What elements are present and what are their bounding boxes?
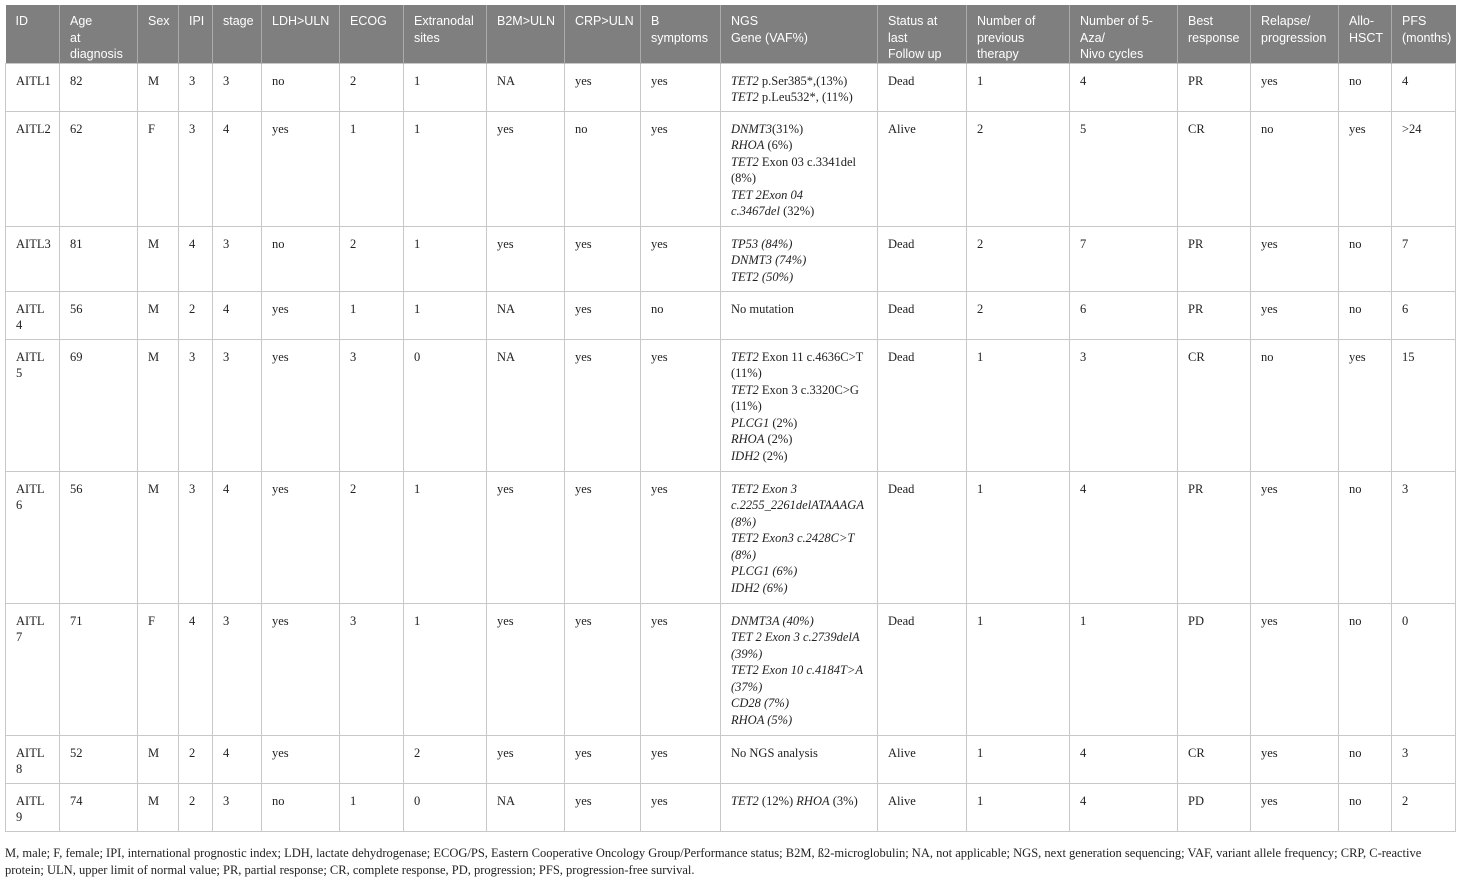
ngs-entry xyxy=(731,382,873,399)
ngs-entry xyxy=(731,679,873,696)
table-row xyxy=(6,471,1456,603)
cell-best-response: CR xyxy=(1178,339,1251,471)
col-extranodal-header: Extranodal sites xyxy=(404,5,487,63)
ngs-detail: (32%) xyxy=(779,204,815,218)
ngs-entry xyxy=(731,695,873,712)
ngs-gene: IDH2 (6%) xyxy=(731,580,788,595)
ngs-gene: CD28 (7%) xyxy=(731,696,789,710)
table-row xyxy=(6,226,1456,291)
ngs-gene: TET2 Exon3 c.2428C>T xyxy=(731,531,855,545)
col-relapse-header: Relapse/ progression xyxy=(1251,5,1339,63)
cell-age: 71 xyxy=(60,603,138,735)
cell-pfs: 2 xyxy=(1392,783,1456,831)
cell-best-response: PD xyxy=(1178,603,1251,735)
cell-b2m: NA xyxy=(487,63,565,111)
cell-cycles: 3 xyxy=(1070,339,1178,471)
ngs-detail: Exon 11 c.4636C>T xyxy=(758,349,864,364)
col-b2m-header: B2M>ULN xyxy=(487,5,565,63)
ngs-gene: TET2 xyxy=(731,154,759,169)
cell-crp: yes xyxy=(565,291,641,339)
cell-prev-therapy: 1 xyxy=(967,603,1070,735)
cell-b-symptoms: no xyxy=(641,291,721,339)
cell-ecog: 1 xyxy=(340,783,404,831)
cell-ecog: 2 xyxy=(340,471,404,603)
col-age-header: Age at diagnosis xyxy=(60,5,138,63)
ngs-entry xyxy=(731,497,873,514)
ngs-entry xyxy=(731,170,873,187)
cell-age: 82 xyxy=(60,63,138,111)
cell-id: AITL3 xyxy=(6,226,60,291)
ngs-entry xyxy=(731,662,873,679)
cell-cycles: 6 xyxy=(1070,291,1178,339)
cell-extranodal: 1 xyxy=(404,226,487,291)
cell-ecog xyxy=(340,735,404,783)
cell-stage: 4 xyxy=(213,735,262,783)
cell-b2m: yes xyxy=(487,471,565,603)
ngs-detail: (2%) xyxy=(759,448,788,463)
ngs-gene: DNMT3A (40%) xyxy=(731,613,814,628)
cell-ldh: yes xyxy=(262,291,340,339)
ngs-gene: c.2255_2261delATAAAGA xyxy=(731,498,864,512)
cell-b-symptoms: yes xyxy=(641,226,721,291)
cell-best-response: CR xyxy=(1178,735,1251,783)
cell-cycles: 1 xyxy=(1070,603,1178,735)
cell-status: Dead xyxy=(878,63,967,111)
col-id-header: ID xyxy=(6,5,60,63)
table-row xyxy=(6,603,1456,735)
ngs-gene: c.3467del xyxy=(731,204,780,218)
ngs-detail: (11%) xyxy=(731,399,762,413)
ngs-entry xyxy=(731,580,873,597)
cell-ldh: no xyxy=(262,783,340,831)
ngs-detail: No mutation xyxy=(731,301,794,316)
ngs-entry xyxy=(731,712,873,729)
cell-status: Alive xyxy=(878,783,967,831)
ngs-entry xyxy=(731,398,873,415)
cell-ipi: 3 xyxy=(179,471,213,603)
ngs-detail: (31%) xyxy=(771,121,804,136)
table-row xyxy=(6,339,1456,471)
ngs-entry xyxy=(731,431,873,448)
cell-b2m: NA xyxy=(487,291,565,339)
ngs-entry xyxy=(731,563,873,580)
cell-cycles: 4 xyxy=(1070,735,1178,783)
cell-pfs: 7 xyxy=(1392,226,1456,291)
cell-relapse: yes xyxy=(1251,226,1339,291)
ngs-detail: (8%) xyxy=(731,171,756,185)
cell-b2m: yes xyxy=(487,226,565,291)
ngs-entry xyxy=(731,646,873,663)
cell-allo-hsct: yes xyxy=(1339,339,1392,471)
cell-relapse: yes xyxy=(1251,603,1339,735)
cell-b-symptoms: yes xyxy=(641,735,721,783)
cell-allo-hsct: no xyxy=(1339,783,1392,831)
ngs-entry xyxy=(731,269,873,286)
cell-crp: yes xyxy=(565,471,641,603)
ngs-gene: RHOA xyxy=(731,138,765,152)
ngs-entry xyxy=(731,154,873,171)
cell-id: AITL 9 xyxy=(6,783,60,831)
cell-ngs xyxy=(721,471,878,603)
ngs-entry xyxy=(731,121,873,138)
col-b-symptoms-header: B symptoms xyxy=(641,5,721,63)
ngs-entry xyxy=(731,252,873,269)
cell-status: Dead xyxy=(878,603,967,735)
table-row xyxy=(6,783,1456,831)
cell-sex: M xyxy=(138,783,179,831)
cell-id: AITL2 xyxy=(6,111,60,226)
cell-stage: 4 xyxy=(213,471,262,603)
cell-extranodal: 0 xyxy=(404,783,487,831)
cell-sex: M xyxy=(138,471,179,603)
ngs-detail: (11%) xyxy=(731,366,762,380)
cell-extranodal: 1 xyxy=(404,63,487,111)
ngs-detail: (2%) xyxy=(764,432,793,446)
cell-pfs: 6 xyxy=(1392,291,1456,339)
cell-age: 69 xyxy=(60,339,138,471)
cell-prev-therapy: 1 xyxy=(967,735,1070,783)
cell-crp: yes xyxy=(565,603,641,735)
cell-ngs xyxy=(721,339,878,471)
cell-b2m: yes xyxy=(487,603,565,735)
cell-b2m: yes xyxy=(487,111,565,226)
cell-cycles: 5 xyxy=(1070,111,1178,226)
ngs-entry xyxy=(731,794,796,808)
cell-best-response: PR xyxy=(1178,226,1251,291)
cell-crp: yes xyxy=(565,783,641,831)
cell-stage: 3 xyxy=(213,339,262,471)
table-footnote: M, male; F, female; IPI, international prognostic index; LDH, lactate dehydrogenase; ECOG/PS, Eastern Cooperative Oncology Group/Performance status; B2M, ß2-microglobulin; NA, not applicable; NGS, next generation sequencing; VAF, variant allele frequency; CRP, C-reactive protein; ULN, upper limit of normal value; PR, partial response; CR, complete response, PD, progression; PFS, progression-free survival. xyxy=(5,846,1422,877)
cell-cycles: 7 xyxy=(1070,226,1178,291)
ngs-gene: RHOA xyxy=(796,793,830,808)
ngs-gene: TET2 xyxy=(731,382,759,397)
cell-id: AITL 4 xyxy=(6,291,60,339)
ngs-gene: DNMT3 (74%) xyxy=(731,253,807,267)
cell-pfs: 3 xyxy=(1392,471,1456,603)
ngs-entry xyxy=(731,415,873,432)
cell-ipi: 3 xyxy=(179,339,213,471)
ngs-detail: (12%) xyxy=(758,793,797,808)
cell-ecog: 3 xyxy=(340,603,404,735)
cell-prev-therapy: 2 xyxy=(967,291,1070,339)
ngs-entry xyxy=(796,794,857,808)
cell-ldh: yes xyxy=(262,111,340,226)
table-row xyxy=(6,63,1456,111)
col-ngs-header: NGS Gene (VAF%) xyxy=(721,5,878,63)
cell-age: 74 xyxy=(60,783,138,831)
cell-status: Alive xyxy=(878,111,967,226)
cell-prev-therapy: 1 xyxy=(967,339,1070,471)
cell-ngs xyxy=(721,735,878,783)
cell-status: Dead xyxy=(878,339,967,471)
ngs-gene: TET2 xyxy=(731,349,759,364)
col-stage-header: stage xyxy=(213,5,262,63)
cell-age: 81 xyxy=(60,226,138,291)
cell-ldh: yes xyxy=(262,603,340,735)
ngs-entry xyxy=(731,530,873,547)
cell-ldh: yes xyxy=(262,735,340,783)
cell-stage: 4 xyxy=(213,111,262,226)
cell-status: Dead xyxy=(878,226,967,291)
ngs-detail: (6%) xyxy=(764,138,793,152)
ngs-entry xyxy=(731,349,873,366)
cell-prev-therapy: 1 xyxy=(967,471,1070,603)
cell-b-symptoms: yes xyxy=(641,63,721,111)
ngs-gene: (8%) xyxy=(731,514,756,529)
cell-ldh: yes xyxy=(262,339,340,471)
ngs-entry xyxy=(731,514,873,531)
cell-id: AITL 6 xyxy=(6,471,60,603)
table-row xyxy=(6,111,1456,226)
cell-best-response: CR xyxy=(1178,111,1251,226)
cell-best-response: PR xyxy=(1178,63,1251,111)
table-row xyxy=(6,735,1456,783)
cell-prev-therapy: 2 xyxy=(967,111,1070,226)
cell-cycles: 4 xyxy=(1070,783,1178,831)
cell-extranodal: 0 xyxy=(404,339,487,471)
cell-ecog: 1 xyxy=(340,291,404,339)
cell-ldh: yes xyxy=(262,471,340,603)
cell-ngs xyxy=(721,63,878,111)
ngs-detail: (2%) xyxy=(769,415,798,430)
cell-extranodal: 1 xyxy=(404,291,487,339)
col-best-response-header: Best response xyxy=(1178,5,1251,63)
cell-status: Alive xyxy=(878,735,967,783)
ngs-gene: PLCG1 (6%) xyxy=(731,564,798,578)
ngs-detail: p.Leu532*, (11%) xyxy=(758,90,853,104)
cell-sex: F xyxy=(138,603,179,735)
ngs-entry xyxy=(731,137,873,154)
cell-extranodal: 2 xyxy=(404,735,487,783)
ngs-detail: Exon 03 c.3341del xyxy=(758,154,857,169)
cell-b-symptoms: yes xyxy=(641,339,721,471)
cell-id: AITL 7 xyxy=(6,603,60,735)
cell-best-response: PR xyxy=(1178,291,1251,339)
cell-stage: 3 xyxy=(213,783,262,831)
cell-prev-therapy: 1 xyxy=(967,63,1070,111)
ngs-entry xyxy=(731,745,873,762)
cell-ecog: 1 xyxy=(340,111,404,226)
col-ipi-header: IPI xyxy=(179,5,213,63)
cell-ipi: 2 xyxy=(179,783,213,831)
ngs-gene: TP53 (84%) xyxy=(731,236,793,251)
ngs-gene: RHOA (5%) xyxy=(731,712,793,727)
ngs-entry xyxy=(731,203,873,220)
cell-stage: 3 xyxy=(213,63,262,111)
ngs-entry xyxy=(731,73,873,90)
ngs-entry xyxy=(731,613,873,630)
cell-b-symptoms: yes xyxy=(641,603,721,735)
cell-stage: 3 xyxy=(213,226,262,291)
cell-prev-therapy: 1 xyxy=(967,783,1070,831)
cell-pfs: 3 xyxy=(1392,735,1456,783)
cell-extranodal: 1 xyxy=(404,111,487,226)
ngs-gene: TET 2 Exon 3 c.2739delA xyxy=(731,630,860,644)
cell-allo-hsct: no xyxy=(1339,63,1392,111)
cell-ipi: 2 xyxy=(179,735,213,783)
cell-pfs: >24 xyxy=(1392,111,1456,226)
cell-crp: yes xyxy=(565,735,641,783)
cell-ecog: 2 xyxy=(340,63,404,111)
ngs-detail: (3%) xyxy=(829,793,858,808)
ngs-gene: RHOA xyxy=(731,432,765,446)
cell-ipi: 3 xyxy=(179,111,213,226)
cell-status: Dead xyxy=(878,291,967,339)
cell-cycles: 4 xyxy=(1070,471,1178,603)
cell-relapse: no xyxy=(1251,111,1339,226)
ngs-gene: TET2 xyxy=(731,793,759,808)
cell-stage: 3 xyxy=(213,603,262,735)
ngs-gene: (37%) xyxy=(731,679,763,694)
cell-b2m: NA xyxy=(487,783,565,831)
cell-b-symptoms: yes xyxy=(641,471,721,603)
cell-ngs xyxy=(721,226,878,291)
ngs-entry xyxy=(731,89,873,106)
ngs-detail: Exon 3 c.3320C>G xyxy=(758,382,859,397)
cell-crp: yes xyxy=(565,63,641,111)
cell-age: 56 xyxy=(60,291,138,339)
cell-best-response: PD xyxy=(1178,783,1251,831)
cell-sex: F xyxy=(138,111,179,226)
cell-best-response: PR xyxy=(1178,471,1251,603)
cell-ipi: 2 xyxy=(179,291,213,339)
cell-pfs: 0 xyxy=(1392,603,1456,735)
cell-allo-hsct: no xyxy=(1339,226,1392,291)
ngs-entry xyxy=(731,365,873,382)
cell-crp: yes xyxy=(565,226,641,291)
cell-relapse: yes xyxy=(1251,63,1339,111)
cell-relapse: no xyxy=(1251,339,1339,471)
cell-allo-hsct: no xyxy=(1339,603,1392,735)
ngs-gene: PLCG1 xyxy=(731,415,770,430)
ngs-gene: (8%) xyxy=(731,547,756,562)
col-crp-header: CRP>ULN xyxy=(565,5,641,63)
cell-b2m: yes xyxy=(487,735,565,783)
cell-relapse: yes xyxy=(1251,291,1339,339)
cell-crp: yes xyxy=(565,339,641,471)
cell-ldh: no xyxy=(262,226,340,291)
ngs-entry xyxy=(731,629,873,646)
cell-ecog: 2 xyxy=(340,226,404,291)
cell-ngs xyxy=(721,291,878,339)
cell-id: AITL 5 xyxy=(6,339,60,471)
cell-pfs: 4 xyxy=(1392,63,1456,111)
cell-age: 52 xyxy=(60,735,138,783)
ngs-detail: p.Ser385*,(13%) xyxy=(758,73,848,88)
cell-age: 56 xyxy=(60,471,138,603)
ngs-gene: TET2 xyxy=(731,73,759,88)
ngs-gene: TET2 xyxy=(731,90,759,104)
clinical-table xyxy=(5,5,1456,832)
col-status-header: Status at last Follow up xyxy=(878,5,967,63)
ngs-gene: TET2 Exon 3 xyxy=(731,481,797,496)
cell-relapse: yes xyxy=(1251,471,1339,603)
ngs-entry xyxy=(731,187,873,204)
cell-ngs xyxy=(721,783,878,831)
col-prev-therapy-header: Number of previous therapy xyxy=(967,5,1070,63)
cell-allo-hsct: no xyxy=(1339,291,1392,339)
cell-prev-therapy: 2 xyxy=(967,226,1070,291)
col-ldh-header: LDH>ULN xyxy=(262,5,340,63)
cell-stage: 4 xyxy=(213,291,262,339)
col-sex-header: Sex xyxy=(138,5,179,63)
cell-allo-hsct: no xyxy=(1339,471,1392,603)
ngs-gene: TET 2Exon 04 xyxy=(731,187,803,202)
cell-ngs xyxy=(721,111,878,226)
ngs-entry xyxy=(731,481,873,498)
cell-sex: M xyxy=(138,63,179,111)
cell-ipi: 4 xyxy=(179,226,213,291)
cell-extranodal: 1 xyxy=(404,471,487,603)
cell-cycles: 4 xyxy=(1070,63,1178,111)
cell-ipi: 3 xyxy=(179,63,213,111)
cell-b-symptoms: yes xyxy=(641,111,721,226)
col-cycles-header: Number of 5- Aza/ Nivo cycles xyxy=(1070,5,1178,63)
cell-id: AITL 8 xyxy=(6,735,60,783)
cell-sex: M xyxy=(138,339,179,471)
ngs-entry xyxy=(731,236,873,253)
table-row xyxy=(6,291,1456,339)
cell-age: 62 xyxy=(60,111,138,226)
ngs-gene: DNMT3 xyxy=(731,121,772,136)
cell-pfs: 15 xyxy=(1392,339,1456,471)
cell-b2m: NA xyxy=(487,339,565,471)
cell-sex: M xyxy=(138,226,179,291)
col-ecog-header: ECOG xyxy=(340,5,404,63)
ngs-gene: TET2 Exon 10 c.4184T>A xyxy=(731,663,864,677)
cell-id: AITL1 xyxy=(6,63,60,111)
cell-sex: M xyxy=(138,735,179,783)
cell-crp: no xyxy=(565,111,641,226)
cell-ecog: 3 xyxy=(340,339,404,471)
cell-relapse: yes xyxy=(1251,783,1339,831)
cell-sex: M xyxy=(138,291,179,339)
cell-status: Dead xyxy=(878,471,967,603)
cell-ldh: no xyxy=(262,63,340,111)
cell-allo-hsct: no xyxy=(1339,735,1392,783)
cell-b-symptoms: yes xyxy=(641,783,721,831)
cell-ipi: 4 xyxy=(179,603,213,735)
col-allo-hsct-header: Allo- HSCT xyxy=(1339,5,1392,63)
cell-allo-hsct: yes xyxy=(1339,111,1392,226)
ngs-gene: IDH2 xyxy=(731,448,760,463)
ngs-entry xyxy=(731,547,873,564)
ngs-detail: No NGS analysis xyxy=(731,745,818,760)
ngs-gene: (39%) xyxy=(731,646,763,661)
ngs-gene: TET2 (50%) xyxy=(731,269,794,284)
ngs-entry xyxy=(731,448,873,465)
cell-extranodal: 1 xyxy=(404,603,487,735)
cell-relapse: yes xyxy=(1251,735,1339,783)
table-header-row xyxy=(6,5,1456,63)
ngs-entry xyxy=(731,301,873,318)
cell-ngs xyxy=(721,603,878,735)
col-pfs-header: PFS (months) xyxy=(1392,5,1456,63)
